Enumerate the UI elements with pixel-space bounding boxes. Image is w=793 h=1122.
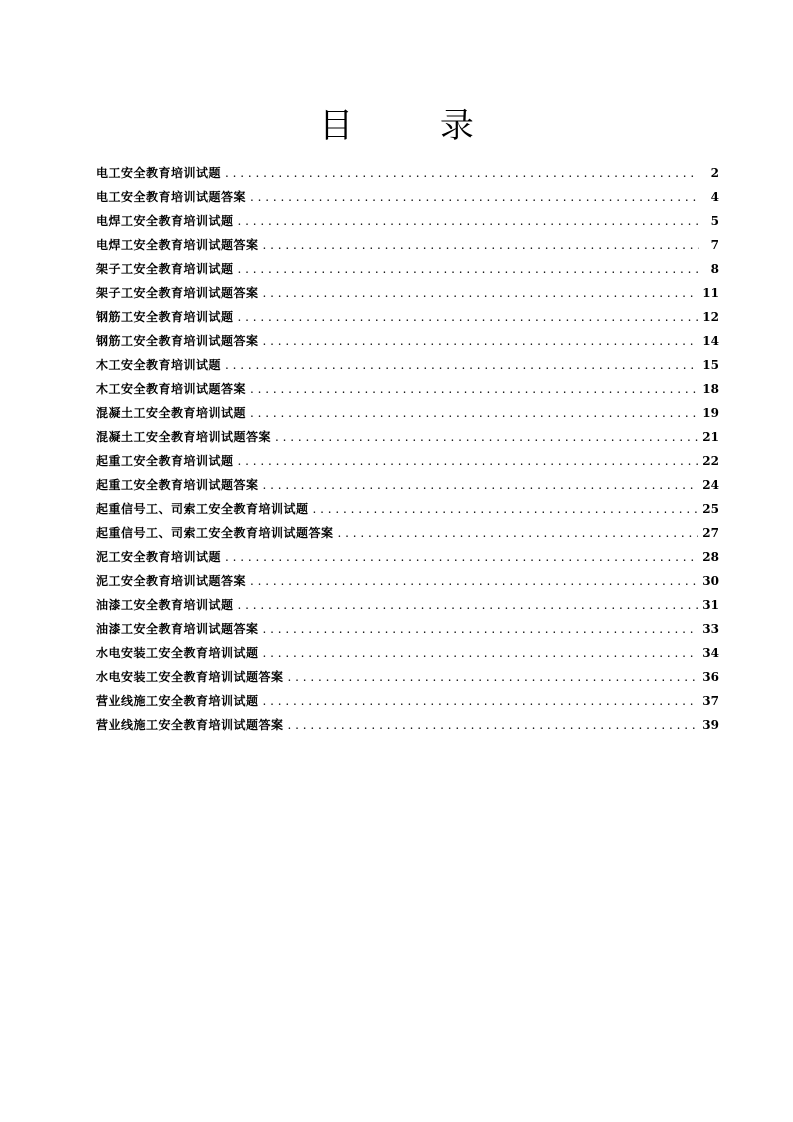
toc-entry-label: 起重信号工、司索工安全教育培训试题 [96,502,309,516]
toc-entry-page: 8 [710,262,719,276]
toc-entry[interactable] [96,425,719,449]
toc-dot-leader [288,665,699,689]
toc-dot-leader [225,161,699,185]
toc-entry-page: 33 [702,622,719,636]
toc-entry-label: 油漆工安全教育培训试题 [96,598,234,612]
toc-entry-page: 14 [702,334,719,348]
toc-entry[interactable] [96,233,719,257]
toc-entry-label: 油漆工安全教育培训试题答案 [96,622,259,636]
toc-entry[interactable] [96,377,719,401]
toc-dot-leader [263,233,699,257]
toc-entry-page: 27 [702,526,719,540]
toc-entry-label: 电焊工安全教育培训试题 [96,214,234,228]
toc-entry[interactable] [96,521,719,545]
toc-entry-label: 泥工安全教育培训试题 [96,550,222,564]
toc-entry-label: 起重工安全教育培训试题答案 [96,478,259,492]
toc-dot-leader [263,641,699,665]
toc-dot-leader [263,689,699,713]
toc-entry[interactable] [96,329,719,353]
toc-entry-label: 水电安装工安全教育培训试题答案 [96,670,284,684]
toc-dot-leader [250,569,698,593]
toc-dot-leader [288,713,699,737]
toc-entry-page: 5 [710,214,719,228]
toc-dot-leader [263,473,699,497]
toc-dot-leader [238,257,699,281]
toc-dot-leader [263,281,699,305]
toc-entry-label: 水电安装工安全教育培训试题 [96,646,259,660]
toc-dot-leader [238,449,699,473]
toc-entry-label: 木工安全教育培训试题 [96,358,222,372]
toc-entry-label: 钢筋工安全教育培训试题答案 [96,334,259,348]
toc-entry-page: 34 [702,646,719,660]
toc-dot-leader [238,305,699,329]
toc-dot-leader [238,593,699,617]
toc-entry-page: 28 [702,550,719,564]
toc-list [96,161,719,737]
toc-entry-label: 钢筋工安全教育培训试题 [96,310,234,324]
toc-entry-page: 4 [710,190,719,204]
toc-entry[interactable] [96,713,719,737]
toc-entry[interactable] [96,185,719,209]
toc-dot-leader [250,185,699,209]
toc-entry[interactable] [96,305,719,329]
toc-entry-page: 2 [710,166,719,180]
toc-dot-leader [250,401,698,425]
toc-entry-page: 12 [702,310,719,324]
toc-entry[interactable] [96,449,719,473]
toc-entry[interactable] [96,689,719,713]
toc-entry[interactable] [96,497,719,521]
toc-dot-leader [238,209,699,233]
toc-entry[interactable] [96,209,719,233]
toc-entry-page: 37 [702,694,719,708]
toc-entry-page: 25 [702,502,719,516]
toc-entry[interactable] [96,353,719,377]
toc-entry[interactable] [96,161,719,185]
toc-dot-leader [275,425,698,449]
toc-dot-leader [250,377,698,401]
toc-entry-page: 31 [702,598,719,612]
toc-entry-label: 起重信号工、司索工安全教育培训试题答案 [96,526,334,540]
toc-entry[interactable] [96,473,719,497]
toc-dot-leader [313,497,699,521]
toc-entry[interactable] [96,257,719,281]
toc-entry-page: 30 [702,574,719,588]
toc-entry-page: 36 [702,670,719,684]
toc-entry-label: 营业线施工安全教育培训试题 [96,694,259,708]
toc-title: 目 录 [319,106,512,146]
toc-entry[interactable] [96,641,719,665]
toc-entry-label: 起重工安全教育培训试题 [96,454,234,468]
toc-entry-page: 24 [702,478,719,492]
toc-entry[interactable] [96,665,719,689]
toc-entry-label: 电焊工安全教育培训试题答案 [96,238,259,252]
toc-entry-page: 18 [702,382,719,396]
toc-entry[interactable] [96,617,719,641]
toc-entry-label: 架子工安全教育培训试题答案 [96,286,259,300]
toc-dot-leader [225,353,698,377]
toc-entry-label: 营业线施工安全教育培训试题答案 [96,718,284,732]
toc-dot-leader [225,545,698,569]
toc-dot-leader [263,617,699,641]
toc-entry-page: 21 [702,430,719,444]
toc-entry[interactable] [96,545,719,569]
toc-entry-page: 7 [710,238,719,252]
toc-entry-page: 22 [702,454,719,468]
toc-entry-page: 19 [702,406,719,420]
toc-entry[interactable] [96,401,719,425]
toc-entry-page: 11 [702,286,719,300]
toc-entry[interactable] [96,281,719,305]
toc-entry-label: 架子工安全教育培训试题 [96,262,234,276]
toc-entry[interactable] [96,593,719,617]
toc-entry-page: 39 [702,718,719,732]
toc-dot-leader [338,521,699,545]
toc-entry[interactable] [96,569,719,593]
toc-entry-label: 木工安全教育培训试题答案 [96,382,247,396]
toc-entry-label: 混凝土工安全教育培训试题 [96,406,247,420]
toc-entry-label: 混凝土工安全教育培训试题答案 [96,430,272,444]
toc-dot-leader [263,329,699,353]
toc-entry-label: 泥工安全教育培训试题答案 [96,574,247,588]
toc-entry-page: 15 [702,358,719,372]
toc-entry-label: 电工安全教育培训试题答案 [96,190,247,204]
toc-entry-label: 电工安全教育培训试题 [96,166,222,180]
